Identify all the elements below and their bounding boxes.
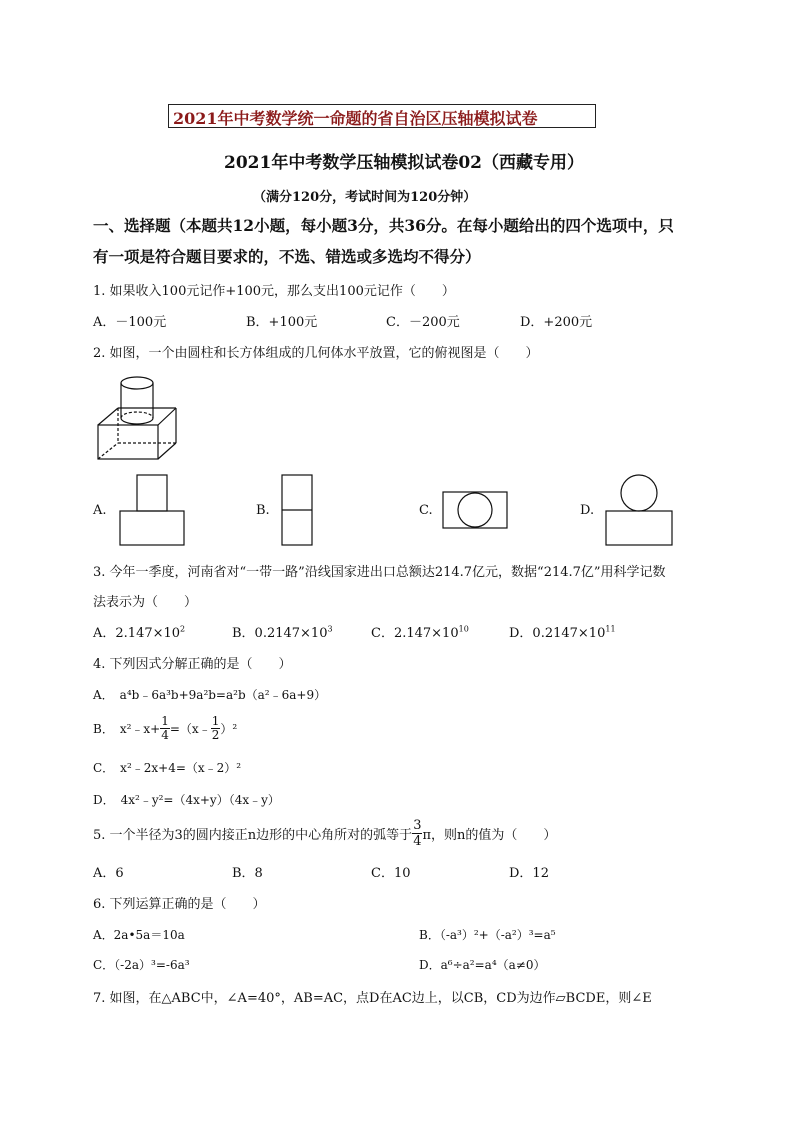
- q3-option-c: C．$2.147\times 10^{10}$: [371, 624, 469, 641]
- fraction: $\frac{1}{2}$: [211, 713, 220, 742]
- q4-option-d: D． 4x²﹣y²=（4x+y）（4x﹣y）: [93, 793, 280, 807]
- cylinder-bottom-back: [121, 412, 153, 418]
- q3-stem-line1: 3. 今年一季度，河南省对“一带一路”沿线国家进出口总额达214.7亿元，数据“214.7亿”用科学记数: [93, 565, 666, 580]
- q4-option-c: C． x²﹣2x+4=（x﹣2）²: [93, 761, 242, 775]
- box-hidden-edge: [98, 443, 118, 459]
- q3-option-a: A．$2.147\times 10^2$: [93, 624, 186, 641]
- q2-option-b-figure: [281, 474, 313, 546]
- section-heading-line2: 有一项是符合题目要求的，不选、错选或多选均不得分）: [93, 247, 481, 266]
- cylinder-top: [121, 377, 153, 389]
- q5-option-b: B．8: [232, 866, 263, 881]
- box-edge: [98, 408, 118, 425]
- q2-option-a-figure: [119, 474, 185, 546]
- box-edge: [158, 408, 176, 425]
- q2-option-b-label: B.: [256, 503, 270, 518]
- q1-option-b: B．+100元: [246, 315, 318, 330]
- q2-stem: 2. 如图，一个由圆柱和长方体组成的几何体水平放置，它的俯视图是（ ）: [93, 346, 539, 361]
- q5-option-a: A．6: [93, 866, 124, 881]
- q4-option-b: B． x²﹣x+ $\frac{1}{4}$ =（x﹣ $\frac{1}{2}$ ）²: [93, 713, 238, 742]
- document-subtitle: （满分120分，考试时间为120分钟）: [253, 190, 477, 205]
- q2-solid-figure: [96, 373, 186, 463]
- q6-option-c: C．（-2a）³=-6a³: [93, 958, 190, 972]
- header-banner-text: 2021年中考数学统一命题的省自治区压轴模拟试卷: [173, 109, 538, 128]
- q2-option-d-figure: [605, 474, 673, 546]
- q6-option-a: A．2a•5a＝10a: [93, 928, 185, 942]
- q1-option-a: A．－100元: [93, 315, 167, 330]
- q1-option-c: C．－200元: [386, 315, 460, 330]
- q1-option-d: D．+200元: [520, 315, 593, 330]
- q2-option-c-figure: [442, 491, 508, 529]
- q5-option-d: D．12: [509, 866, 549, 881]
- cylinder-bottom-front: [121, 418, 153, 424]
- q2-option-d-label: D.: [580, 503, 595, 518]
- q6-stem: 6. 下列运算正确的是（ ）: [93, 897, 266, 912]
- q6-option-d: D．a⁶÷a²=a⁴（a≠0）: [419, 958, 546, 972]
- q3-option-d: D．$0.2147\times 10^{11}$: [509, 624, 616, 641]
- q2-option-c-label: C.: [419, 503, 433, 518]
- q4-option-a: A． a⁴b﹣6a³b+9a²b=a²b（a²﹣6a+9）: [93, 688, 327, 702]
- q6-option-b: B．（-a³）²+（-a²）³=a⁵: [419, 928, 556, 942]
- q5-option-c: C．10: [371, 866, 411, 881]
- header-banner: [168, 104, 596, 128]
- q1-stem: 1. 如果收入100元记作+100元，那么支出100元记作（ ）: [93, 284, 455, 299]
- box-edge: [158, 443, 176, 459]
- q7-stem: 7. 如图，在△ABC中，∠A=40°，AB=AC，点D在AC边上，以CB，CD为边作▱BCDE，则∠E: [93, 991, 652, 1006]
- fraction: $\frac{1}{4}$: [161, 713, 169, 742]
- q3-option-b: B．$0.2147\times 10^3$: [232, 624, 333, 641]
- document-title: 2021年中考数学压轴模拟试卷02（西藏专用）: [224, 153, 584, 173]
- section-heading-line1: 一、选择题（本题共12小题，每小题3分，共36分。在每小题给出的四个选项中，只: [93, 216, 674, 235]
- q4-stem: 4. 下列因式分解正确的是（ ）: [93, 657, 292, 672]
- q3-stem-line2: 法表示为（ ）: [93, 595, 198, 610]
- q2-option-a-label: A.: [93, 503, 107, 518]
- fraction: $\frac{3}{4}$: [413, 817, 422, 849]
- box-front-face: [98, 425, 158, 459]
- q5-stem: 5. 一个半径为3的圆内接正n边形的中心角所对的弧等于 $\frac{3}{4}$ π，则n的值为（ ）: [93, 817, 557, 849]
